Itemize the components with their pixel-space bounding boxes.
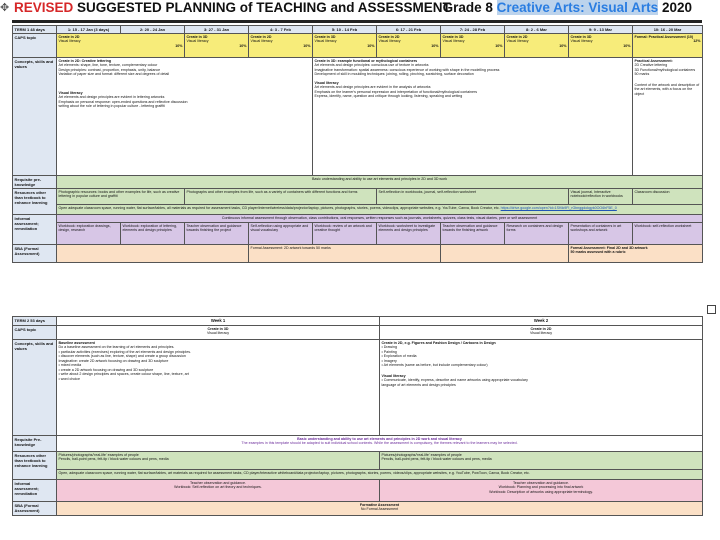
resource-cell: Pictures/photographs/'real-life' examples of people Pencils, ball-point pens, felt-tip / block water colours and pens, media <box>380 452 703 470</box>
sba-label: SBA (Formal Assessment) <box>13 245 57 263</box>
caps-topic-cell: Create in 3D Visual literacy <box>57 326 380 340</box>
caps-topic-cell: Create in 3D Visual literacy 10% <box>313 34 377 58</box>
informal-cell: Workbook: worksheet to investigate elements and design principles <box>377 223 441 245</box>
informal-cell: Self-reflection using appropriate and visual vocabulary <box>249 223 313 245</box>
term1-planning-table <box>12 25 703 263</box>
week-header: Week 1 <box>57 317 380 326</box>
week-header: 4: 3 - 7 Feb <box>249 26 313 34</box>
informal-cell: Research on containers and design forms <box>505 223 569 245</box>
informal-cell: Teacher observation and guidance towards finishing the project <box>185 223 249 245</box>
caps-topic-cell: Create in 2D Visual literacy 10% <box>249 34 313 58</box>
caps-topic-cell: Create in 3D Visual literacy 10% <box>185 34 249 58</box>
caps-topic-cell: Create in 2D Visual literacy 10% <box>57 34 185 58</box>
resource-cell: Classroom discussion <box>633 189 703 205</box>
resources-link[interactable]: https://drive.google.com/open?id=1SKtk9Fl_rGbnggdokgyk0OO6hF5E_0 <box>500 206 617 210</box>
concepts-label: Concepts, skills and values <box>13 340 57 436</box>
resources-label: Resources other than textbook to enhance learning <box>13 452 57 480</box>
caps-topic-cell: Create in 2D Visual literacy 10% <box>505 34 569 58</box>
sba-mid: Formal Assessment: 2D artwork towards 50 marks <box>249 245 441 263</box>
informal-note: Continuous informal assessment through observation, class contributions, oral responses, written responses such as journals, worksheets, quizzes, class tests, visual diaries, peer or self assessment <box>57 215 703 223</box>
caps-topic-label: CAPS topic <box>13 34 57 58</box>
informal-cell: Workbook: exploration of lettering, elements and design principles <box>121 223 185 245</box>
concepts-right-cell: Create in 2D, e.g. Figures and Fashion Design / Cartoons in Design • Drawing • Painting • Exploration of media • Imagery • Art elements (same as before, but include complementary colour) Visual literacy • Communicate, identify, express, describe and name artworks using appropriate vocabulary language of art elements and design principles <box>380 340 703 436</box>
sba-cell: Formative Assessment No Formal Assessment <box>57 502 703 516</box>
resource-cell: Photographic resources: books and other examples for life, such as creative lettering in popular culture and graffiti <box>57 189 185 205</box>
week-header: 1: 15 - 17 Jan (3 days) <box>57 26 121 34</box>
caps-topic-cell: Create in 2D Visual literacy 10% <box>377 34 441 58</box>
week-header: 10: 16 - 20 Mar <box>633 26 703 34</box>
caps-topic-cell: Create in 3D Visual literacy 10% <box>441 34 505 58</box>
week-header: 3: 27 - 31 Jan <box>185 26 249 34</box>
header-divider <box>12 20 702 23</box>
informal-right: Teacher observation and guidance. Workbook: Planning and processing into final artwork Workbook: Description of artworks using appropriate terminology. <box>380 480 703 502</box>
informal-label: Informal assessment; remediation <box>13 215 57 245</box>
concepts-2d-cell: Create in 2D: Creative lettering Art elements: shape, line, tone, texture, complementary colour Design principles: contrast, proportion, emphasis, unity, balance Variation of paper size and format: different size and degrees of detail Visual literacy Art elements and design principles are evident in lettering artworks Emphasis on personal response: open-ended questions and reflective discussion writing about the role of lettering in popular culture - lettering graffiti <box>57 58 313 176</box>
term2-planning-table <box>12 316 703 516</box>
resource-cell: Self-reflection in workbooks, journal, self-reflection worksheet <box>377 189 569 205</box>
resources-long-cell: Open adequate classroom space, running water, flat surface/tables, all materials as required for assessment tasks, CD player/internet/wireless/data/projector/laptop, pictures, photographs, stories, poems, videoclips, appropriate websites, e.g. YouTube, Canva, Book Creator, etc. https://drive.google.com/open?id=1SKtk9Fl_rGbnggdokgyk0OO6hF5E_0 <box>57 205 703 215</box>
resource-cell: Photographs and other examples from life, such as a variety of containers with different functions and forms <box>185 189 377 205</box>
informal-cell: Presentation of containers in art workshops and artwork <box>569 223 633 245</box>
informal-cell: Workbook: self-reflection worksheet <box>633 223 703 245</box>
informal-cell: Workbook: review of an artwork and creative thought <box>313 223 377 245</box>
sba-label: SBA (Formal Assessment) <box>13 502 57 516</box>
concepts-left-cell: Baseline assessment Do a baseline assessment on the learning of art elements and principles. • particular activities (exercises) exploring of the art elements and design principles. • discover elements (such as line, texture, shape) and create a group discussion Imaginative: create 2D artwork focusing on drawing and 3D sculpture • mixed media • create a 2D artwork focusing on drawing and 3D sculpture • write about 2 design principles and spaces, create colour shape, line, texture, art • word choice <box>57 340 380 436</box>
week-header: 6: 17 - 21 Feb <box>377 26 441 34</box>
sba-right: Formal Assessment: Final 2D and 3D artwork 50 marks assessed with a rubric <box>569 245 703 263</box>
week-header: Week 2 <box>380 317 703 326</box>
week-header: 2: 20 - 24 Jan <box>121 26 185 34</box>
page-title: REVISED SUGGESTED PLANNING of TEACHING and ASSESSMENT <box>14 0 451 15</box>
caps-topic-cell: Create in 2D Visual literacy <box>380 326 703 340</box>
resources-long-cell: Open, adequate classroom space, running water, flat surface/tables, art materials as required for assessment tasks, CD player/interactive whiteboard/data projector/laptop, pictures, photographs, stories, poems, videos/clips, appropriate websites, e.g. YouTube, PowToon, Canva, Book Creator, etc. <box>57 470 703 480</box>
week-header: 7: 24 - 28 Feb <box>441 26 505 34</box>
week-header: 5: 10 - 14 Feb <box>313 26 377 34</box>
resources-label: Resources other than textbook to enhance learning <box>13 189 57 215</box>
formal-assessment-cell: Formal: Practical Assessment (10) 12% <box>633 34 703 58</box>
prereq-text: Basic understanding and ability to use art elements and principles in 2D work and visual literacy The examples in this template should be adapted to suit individual school contexts. While the assessment is compulsory, the themes relevant to the learners may be selected. <box>57 436 703 452</box>
week-header: 9: 9 - 13 Mar <box>569 26 633 34</box>
concepts-label: Concepts, skills and values <box>13 58 57 176</box>
resource-cell: Visual journal, Interactive notebook/reflection in workbooks <box>569 189 633 205</box>
term-label: TERM 2 53 days <box>13 317 57 326</box>
grade-title: Grade 8 Creative Arts: Visual Arts 2020 <box>442 0 692 15</box>
week-header: 8: 2 - 6 Mar <box>505 26 569 34</box>
informal-left: Teacher observation and guidance. Workbook: Self-reflection on art theory and techniques. <box>57 480 380 502</box>
informal-cell: Workbook: exploration drawings, design, research <box>57 223 121 245</box>
caps-topic-label: CAPS topic <box>13 326 57 340</box>
sba-empty <box>57 245 249 263</box>
term-label: TERM 1 48 days <box>13 26 57 34</box>
concepts-3d-cell: Create in 3D: example functional or mythological containers Art elements and design principles: conscious use of texture in artworks Imaginative transformation: spatial awareness: conscious experience of working with shape in the modelling process Development of skill in moulding techniques: joining, rolling, pinching, scratching, surface decoration Visual literacy Art elements and design principles are evident in the analysis of artworks Emphasis on the learner's personal expression and interpretation of functional/mythological containers Express, identify, name, question and critique through looking, listening, speaking and writing <box>313 58 633 176</box>
window-checkbox-icon[interactable] <box>707 305 716 314</box>
move-handle-icon[interactable]: ✥ <box>0 2 10 14</box>
sba-empty <box>441 245 569 263</box>
practical-assessment-cell: Practical Assessment: 2D Creative lettering 3D Functional/mythological containers 50 marks Content of the artwork and description of the art elements, with a focus on the object <box>633 58 703 176</box>
informal-cell: Teacher observation and guidance towards the finishing artwork <box>441 223 505 245</box>
resource-cell: Pictures/photographs/'real-life' examples of people Pencils, ball-point pens, felt-tip / block water colours and pens, media <box>57 452 380 470</box>
prereq-label: Requisite pre-knowledge <box>13 176 57 189</box>
prereq-label: Requisite Pre-knowledge <box>13 436 57 452</box>
caps-topic-cell: Create in 3D Visual literacy 10% <box>569 34 633 58</box>
prereq-text: Basic understanding and ability to use art elements and principles in 2D and 3D work <box>57 176 703 189</box>
informal-label: Informal assessment; remediation <box>13 480 57 502</box>
